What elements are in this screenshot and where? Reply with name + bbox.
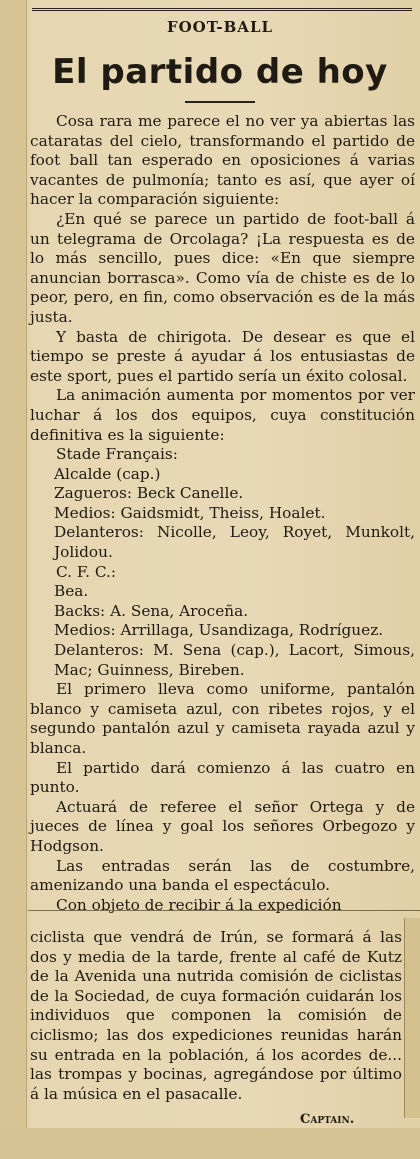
paragraph-tickets: Las entradas serán las de costumbre, amenizando una banda el espectáculo.	[30, 856, 415, 895]
continuation-block	[30, 928, 402, 1104]
next-article-heading-fragment	[0, 1128, 420, 1159]
team1-line: Delanteros: Nicolle, Leoy, Royet, Munkolt, Jolidou.	[54, 523, 415, 562]
team1-line: Medios: Gaidsmidt, Theiss, Hoalet.	[54, 503, 326, 522]
paragraph-referee: Actuará de referee el señor Ortega y de jueces de línea y goal los señores Orbegozo y Hodgson.	[30, 797, 415, 855]
paragraph-expedition: Con objeto de recibir á la expedición	[56, 895, 342, 914]
team2-line: Delanteros: M. Sena (cap.), Lacort, Simous, Mac; Guinness, Bireben.	[54, 641, 415, 679]
team1-line: Alcalde (cap.)	[54, 464, 161, 483]
paragraph-3: Y basta de chirigota. De desear es que el tiempo se preste á ayudar á los entusiastas de este sport, pues el partido sería un éxito colosal.	[30, 327, 415, 385]
adjacent-column-edge-right	[404, 918, 420, 1118]
continuation-text: ciclista que vendrá de Irún, se formará á las dos y media de la tarde, frente al café de Kutz de la Avenida una nutrida comisión de ciclistas de la Sociedad, de cuya formación cuidarán los individuos que componen la comisión de ciclismo; las dos expediciones reunidas harán su entrada en la población, á los acordes de... las trompas y bocinas, agregándose por último á la música en el pasacalle.	[30, 928, 402, 1103]
section-heading: FOOT-BALL	[166, 18, 274, 36]
article-title: El partido de hoy	[52, 52, 388, 92]
team2-line: Medios: Arrillaga, Usandizaga, Rodríguez.	[54, 621, 384, 640]
title-rule	[185, 101, 255, 103]
paragraph-uniforms: El primero lleva como uniforme, pantalón blanco y camiseta azul, con ribetes rojos, y el segundo pantalón azul y camiseta rayada azul y blanca.	[30, 680, 415, 757]
paragraph-1: Cosa rara me parece el no ver ya abiertas las cataratas del cielo, transformando el partido de foot ball tan esperado en oposiciones á varias vacantes de pulmonía; tanto es así, que ayer oí hacer la comparación siguiente:	[30, 112, 415, 209]
team2-line: Backs: A. Sena, Aroceña.	[54, 601, 249, 620]
team2-line: Bea.	[54, 582, 89, 601]
team1-line: Zagueros: Beck Canelle.	[54, 484, 244, 503]
paragraph-4: La animación aumenta por momentos por ver luchar á los dos equipos, cuya constitución definitiva es la siguiente:	[30, 386, 415, 444]
signature: Captain.	[300, 1112, 355, 1127]
header-rule	[32, 8, 412, 14]
article-body	[30, 112, 415, 915]
team2-name: C. F. C.:	[56, 562, 117, 581]
paragraph-start-time: El partido dará comienzo á las cuatro en punto.	[30, 758, 415, 797]
team1-name: Stade Français:	[56, 445, 178, 464]
column-break-rule	[28, 910, 420, 911]
paragraph-2: ¿En qué se parece un partido de foot-ball á un telegrama de Orcolaga? ¡La respuesta es de lo más sencillo, pues dice: «En que siempre anuncian borrasca». Como vía de chiste es de lo peor, pero, en fin, como observación es de la más justa.	[30, 209, 415, 326]
adjacent-column-edge	[0, 0, 27, 1159]
